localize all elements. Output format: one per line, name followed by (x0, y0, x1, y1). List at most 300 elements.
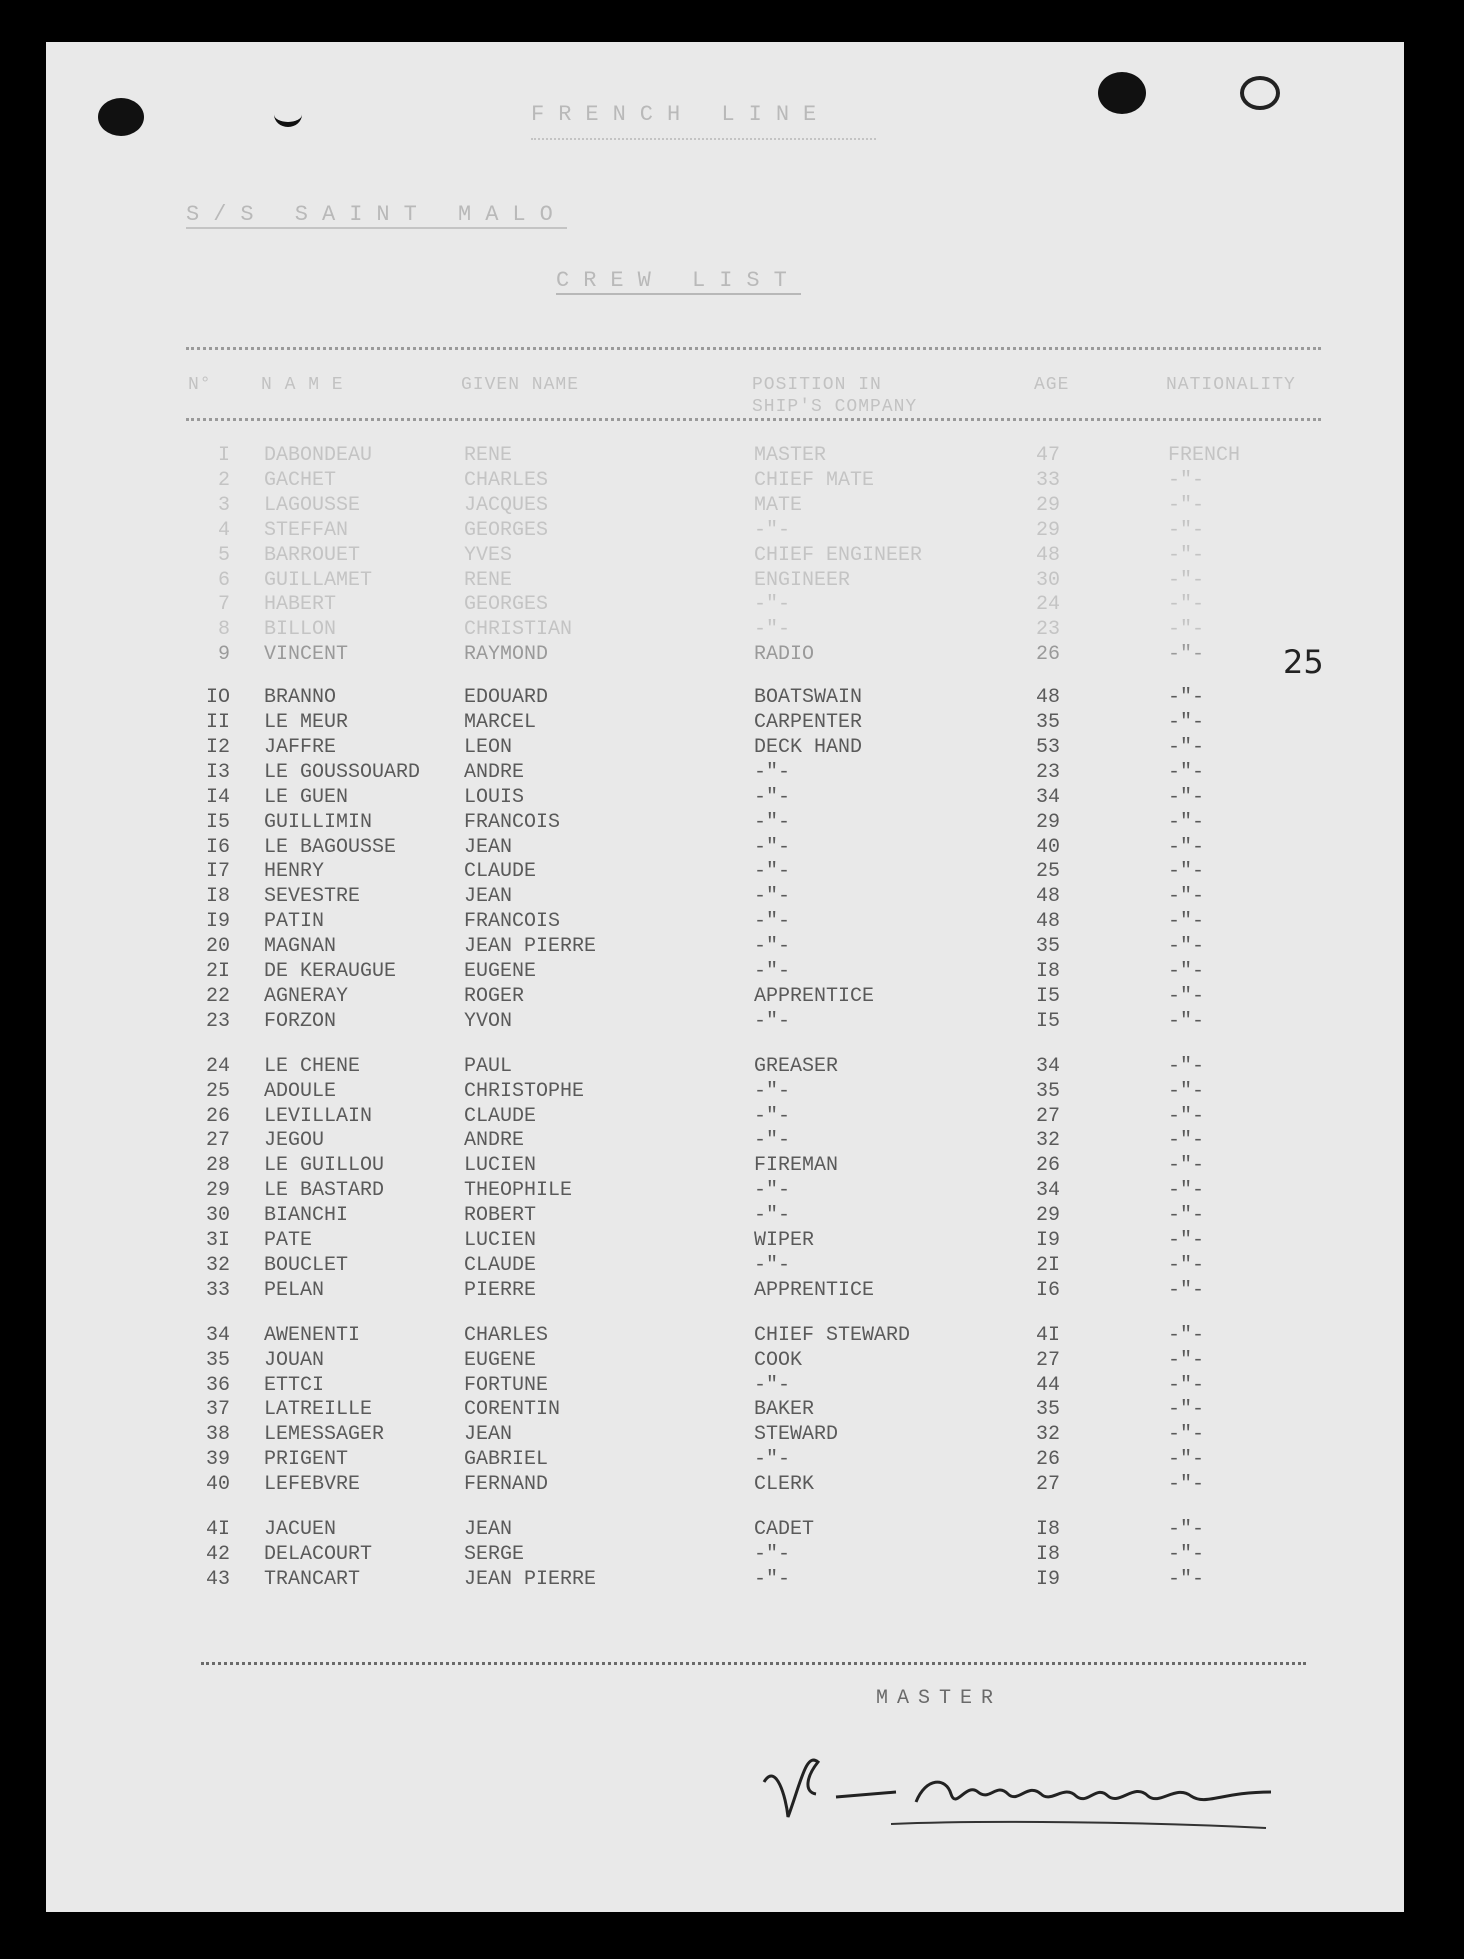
company-name: FRENCH LINE (531, 102, 831, 127)
crew-nationality: -"- (1168, 1129, 1205, 1153)
crew-name: AWENENTI (264, 1323, 361, 1347)
crew-position: ENGINEER (754, 568, 851, 592)
crew-age: 34 (1036, 1054, 1061, 1078)
crew-age: 40 (1036, 835, 1061, 859)
crew-nationality: -"- (1168, 543, 1205, 567)
crew-nationality: -"- (1168, 1229, 1205, 1252)
crew-age: 29 (1036, 1204, 1061, 1228)
crew-row (46, 1542, 1404, 1567)
crew-age: 29 (1036, 493, 1061, 517)
crew-nationality: -"- (1168, 593, 1205, 617)
crew-name: SEVESTRE (264, 885, 361, 909)
crew-position: CHIEF MATE (754, 468, 875, 492)
crew-given-name: GEORGES (464, 518, 549, 542)
crew-given-name: RENE (464, 444, 513, 467)
crew-name: BIANCHI (264, 1204, 349, 1228)
master-label: MASTER (876, 1687, 1003, 1710)
crew-nationality: -"- (1168, 1009, 1205, 1033)
crew-name: DABONDEAU (264, 444, 373, 467)
crew-position: RADIO (754, 643, 815, 667)
crew-position: CADET (754, 1518, 815, 1541)
crew-nationality: -"- (1168, 1323, 1205, 1347)
company-underline (531, 138, 876, 140)
crew-age: I9 (1036, 1229, 1061, 1252)
crew-given-name: GEORGES (464, 593, 549, 617)
crew-no: I6 (205, 835, 230, 859)
crew-nationality: -"- (1168, 935, 1205, 959)
punch-hole-left (98, 98, 144, 136)
crew-given-name: CHRISTOPHE (464, 1079, 585, 1103)
crew-name: BILLON (264, 618, 337, 642)
crew-name: JOUAN (264, 1348, 325, 1372)
crew-age: I5 (1036, 1009, 1061, 1033)
crew-nationality: -"- (1168, 1423, 1205, 1447)
ship-name: S/S SAINT MALO (186, 202, 567, 227)
crew-given-name: CLAUDE (464, 1104, 537, 1128)
crew-age: 26 (1036, 1154, 1061, 1178)
crew-name: LE GUILLOU (264, 1154, 385, 1178)
crew-row (46, 1178, 1404, 1203)
crew-age: 25 (1036, 860, 1061, 884)
crew-given-name: RENE (464, 568, 513, 592)
crew-no: 28 (205, 1154, 230, 1178)
crew-given-name: FORTUNE (464, 1373, 549, 1397)
crew-row (46, 1348, 1404, 1373)
crew-given-name: JEAN (464, 1518, 513, 1541)
crew-position: -"- (754, 1009, 791, 1033)
crew-nationality: -"- (1168, 1079, 1205, 1103)
crew-no: 2I (205, 960, 230, 983)
crew-given-name: JEAN (464, 885, 513, 909)
crew-name: LE GUEN (264, 785, 349, 809)
crew-nationality: -"- (1168, 735, 1205, 759)
crew-name: LE MEUR (264, 711, 349, 734)
crew-no: 25 (205, 1079, 230, 1103)
crew-given-name: ANDRE (464, 760, 525, 784)
crew-no: 6 (217, 568, 230, 592)
crew-row (46, 735, 1404, 760)
crew-name: AGNERAY (264, 984, 349, 1008)
crew-given-name: EUGENE (464, 1348, 537, 1372)
crew-name: GUILLAMET (264, 568, 373, 592)
crew-nationality: -"- (1168, 1253, 1205, 1277)
crew-nationality: -"- (1168, 785, 1205, 809)
crew-row (46, 1447, 1404, 1472)
crew-position: STEWARD (754, 1423, 839, 1447)
crew-no: 29 (205, 1179, 230, 1203)
crew-nationality: FRENCH (1168, 444, 1241, 467)
crew-position: CARPENTER (754, 711, 863, 734)
crew-age: I8 (1036, 1542, 1061, 1566)
crew-age: 24 (1036, 593, 1061, 617)
crew-position: -"- (754, 518, 791, 542)
crew-nationality: -"- (1168, 860, 1205, 884)
crew-given-name: GABRIEL (464, 1448, 549, 1472)
crew-row (46, 1422, 1404, 1447)
crew-row (46, 710, 1404, 735)
list-title: CREW LIST (556, 268, 801, 293)
torn-mark-left (274, 102, 302, 127)
crew-no: I (217, 444, 230, 467)
crew-name: HABERT (264, 593, 337, 617)
crew-position: -"- (754, 835, 791, 859)
crew-age: 35 (1036, 1398, 1061, 1422)
crew-age: 26 (1036, 643, 1061, 667)
crew-position: -"- (754, 885, 791, 909)
crew-name: LEVILLAIN (264, 1104, 373, 1128)
crew-age: I6 (1036, 1278, 1061, 1302)
crew-no: 2 (217, 468, 230, 492)
crew-nationality: -"- (1168, 1278, 1205, 1302)
crew-position: -"- (754, 960, 791, 983)
crew-row (46, 592, 1404, 617)
crew-nationality: -"- (1168, 1179, 1205, 1203)
crew-row (46, 1128, 1404, 1153)
header-top-rule (186, 347, 1321, 350)
crew-row (46, 785, 1404, 810)
col-name: N A M E (261, 375, 344, 395)
crew-list-page (46, 42, 1404, 1912)
crew-no: 40 (205, 1473, 230, 1497)
crew-age: 48 (1036, 885, 1061, 909)
crew-age: 48 (1036, 543, 1061, 567)
col-position-1: POSITION IN (752, 375, 882, 395)
crew-given-name: EUGENE (464, 960, 537, 983)
crew-position: -"- (754, 910, 791, 934)
crew-nationality: -"- (1168, 760, 1205, 784)
crew-position: BOATSWAIN (754, 686, 863, 710)
crew-name: TRANCART (264, 1567, 361, 1591)
crew-row (46, 859, 1404, 884)
crew-age: 32 (1036, 1129, 1061, 1153)
crew-position: -"- (754, 1542, 791, 1566)
crew-position: MATE (754, 493, 803, 517)
crew-name: PELAN (264, 1278, 325, 1302)
crew-age: 27 (1036, 1473, 1061, 1497)
crew-name: LE GOUSSOUARD (264, 760, 421, 784)
crew-nationality: -"- (1168, 568, 1205, 592)
col-nationality: NATIONALITY (1166, 375, 1296, 395)
crew-no: 43 (205, 1567, 230, 1591)
crew-position: -"- (754, 760, 791, 784)
crew-name: BRANNO (264, 686, 337, 710)
crew-given-name: PAUL (464, 1054, 513, 1078)
crew-nationality: -"- (1168, 885, 1205, 909)
crew-given-name: ANDRE (464, 1129, 525, 1153)
crew-row (46, 1153, 1404, 1178)
crew-nationality: -"- (1168, 1448, 1205, 1472)
crew-no: 36 (205, 1373, 230, 1397)
crew-given-name: ROGER (464, 984, 525, 1008)
crew-given-name: FERNAND (464, 1473, 549, 1497)
crew-no: 5 (217, 543, 230, 567)
crew-given-name: FRANCOIS (464, 910, 561, 934)
crew-age: 35 (1036, 1079, 1061, 1103)
crew-row (46, 1517, 1404, 1542)
crew-row (46, 1253, 1404, 1278)
crew-given-name: JEAN (464, 1423, 513, 1447)
crew-position: COOK (754, 1348, 803, 1372)
crew-no: 4I (205, 1518, 230, 1541)
crew-name: LATREILLE (264, 1398, 373, 1422)
crew-nationality: -"- (1168, 960, 1205, 983)
crew-position: -"- (754, 1079, 791, 1103)
crew-position: WIPER (754, 1229, 815, 1252)
crew-given-name: LOUIS (464, 785, 525, 809)
crew-given-name: CHRISTIAN (464, 618, 573, 642)
crew-age: 32 (1036, 1423, 1061, 1447)
crew-nationality: -"- (1168, 1542, 1205, 1566)
crew-age: 48 (1036, 910, 1061, 934)
crew-no: 22 (205, 984, 230, 1008)
crew-nationality: -"- (1168, 1204, 1205, 1228)
crew-age: 35 (1036, 935, 1061, 959)
crew-no: I5 (205, 810, 230, 834)
crew-no: 42 (205, 1542, 230, 1566)
crew-nationality: -"- (1168, 1348, 1205, 1372)
crew-age: 29 (1036, 518, 1061, 542)
crew-position: -"- (754, 935, 791, 959)
crew-given-name: YVES (464, 543, 513, 567)
crew-row (46, 1079, 1404, 1104)
crew-row (46, 835, 1404, 860)
crew-position: FIREMAN (754, 1154, 839, 1178)
crew-name: PATIN (264, 910, 325, 934)
crew-name: PATE (264, 1229, 313, 1252)
crew-no: 4 (217, 518, 230, 542)
crew-age: 23 (1036, 618, 1061, 642)
crew-row (46, 1323, 1404, 1348)
crew-no: I8 (205, 885, 230, 909)
crew-nationality: -"- (1168, 1154, 1205, 1178)
crew-given-name: CORENTIN (464, 1398, 561, 1422)
crew-nationality: -"- (1168, 711, 1205, 734)
crew-name: VINCENT (264, 643, 349, 667)
crew-no: 33 (205, 1278, 230, 1302)
crew-given-name: EDOUARD (464, 686, 549, 710)
crew-nationality: -"- (1168, 1054, 1205, 1078)
crew-no: IO (205, 686, 230, 710)
crew-row (46, 1472, 1404, 1497)
crew-age: I5 (1036, 984, 1061, 1008)
crew-row (46, 1373, 1404, 1398)
crew-no: 32 (205, 1253, 230, 1277)
crew-nationality: -"- (1168, 1473, 1205, 1497)
crew-given-name: THEOPHILE (464, 1179, 573, 1203)
crew-age: 26 (1036, 1448, 1061, 1472)
crew-position: APPRENTICE (754, 1278, 875, 1302)
crew-row (46, 568, 1404, 593)
crew-name: BARROUET (264, 543, 361, 567)
crew-position: -"- (754, 860, 791, 884)
crew-row (46, 468, 1404, 493)
crew-given-name: LEON (464, 735, 513, 759)
crew-no: 34 (205, 1323, 230, 1347)
crew-no: 8 (217, 618, 230, 642)
crew-row (46, 1054, 1404, 1079)
crew-name: LEFEBVRE (264, 1473, 361, 1497)
crew-position: -"- (754, 1204, 791, 1228)
crew-row (46, 884, 1404, 909)
crew-row (46, 934, 1404, 959)
crew-no: 23 (205, 1009, 230, 1033)
crew-nationality: -"- (1168, 618, 1205, 642)
crew-age: 47 (1036, 444, 1061, 467)
crew-position: DECK HAND (754, 735, 863, 759)
crew-position: -"- (754, 1179, 791, 1203)
crew-position: CHIEF STEWARD (754, 1323, 911, 1347)
crew-position: -"- (754, 1373, 791, 1397)
crew-name: LAGOUSSE (264, 493, 361, 517)
crew-age: 2I (1036, 1253, 1061, 1277)
crew-given-name: JEAN PIERRE (464, 935, 597, 959)
crew-age: 44 (1036, 1373, 1061, 1397)
crew-name: LEMESSAGER (264, 1423, 385, 1447)
crew-row (46, 810, 1404, 835)
crew-given-name: PIERRE (464, 1278, 537, 1302)
crew-no: 38 (205, 1423, 230, 1447)
crew-given-name: JACQUES (464, 493, 549, 517)
crew-given-name: LUCIEN (464, 1154, 537, 1178)
crew-row (46, 443, 1404, 468)
crew-age: I8 (1036, 1518, 1061, 1541)
crew-row (46, 543, 1404, 568)
crew-nationality: -"- (1168, 910, 1205, 934)
crew-nationality: -"- (1168, 835, 1205, 859)
crew-nationality: -"- (1168, 1398, 1205, 1422)
crew-name: MAGNAN (264, 935, 337, 959)
crew-position: -"- (754, 785, 791, 809)
torn-mark-right (1240, 76, 1280, 110)
crew-nationality: -"- (1168, 1104, 1205, 1128)
crew-name: LE CHENE (264, 1054, 361, 1078)
crew-row (46, 1567, 1404, 1592)
crew-row (46, 493, 1404, 518)
crew-nationality: -"- (1168, 1373, 1205, 1397)
crew-given-name: MARCEL (464, 711, 537, 734)
crew-age: 4I (1036, 1323, 1061, 1347)
crew-row (46, 1009, 1404, 1034)
crew-row (46, 518, 1404, 543)
crew-age: I8 (1036, 960, 1061, 983)
crew-position: -"- (754, 593, 791, 617)
crew-age: 53 (1036, 735, 1061, 759)
crew-no: I7 (205, 860, 230, 884)
crew-name: BOUCLET (264, 1253, 349, 1277)
crew-name: FORZON (264, 1009, 337, 1033)
crew-position: APPRENTICE (754, 984, 875, 1008)
crew-no: 39 (205, 1448, 230, 1472)
crew-position: BAKER (754, 1398, 815, 1422)
crew-name: ETTCI (264, 1373, 325, 1397)
crew-given-name: LUCIEN (464, 1229, 537, 1252)
crew-row (46, 617, 1404, 642)
crew-no: II (205, 711, 230, 734)
master-signature (746, 1722, 1306, 1842)
crew-nationality: -"- (1168, 984, 1205, 1008)
crew-age: 23 (1036, 760, 1061, 784)
crew-nationality: -"- (1168, 643, 1205, 667)
crew-given-name: YVON (464, 1009, 513, 1033)
crew-no: I3 (205, 760, 230, 784)
crew-no: 30 (205, 1204, 230, 1228)
crew-position: -"- (754, 810, 791, 834)
crew-row (46, 685, 1404, 710)
crew-age: 34 (1036, 1179, 1061, 1203)
crew-no: 9 (217, 643, 230, 667)
crew-name: GACHET (264, 468, 337, 492)
crew-name: STEFFAN (264, 518, 349, 542)
crew-name: JEGOU (264, 1129, 325, 1153)
crew-name: LE BASTARD (264, 1179, 385, 1203)
crew-name: LE BAGOUSSE (264, 835, 397, 859)
crew-given-name: CLAUDE (464, 1253, 537, 1277)
crew-age: 30 (1036, 568, 1061, 592)
crew-row (46, 909, 1404, 934)
crew-row (46, 984, 1404, 1009)
crew-row (46, 642, 1404, 667)
crew-given-name: JEAN PIERRE (464, 1567, 597, 1591)
crew-row (46, 959, 1404, 984)
crew-no: 3 (217, 493, 230, 517)
crew-given-name: FRANCOIS (464, 810, 561, 834)
crew-no: I4 (205, 785, 230, 809)
crew-given-name: CHARLES (464, 468, 549, 492)
crew-no: I9 (205, 910, 230, 934)
col-given-name: GIVEN NAME (461, 375, 580, 395)
page-number: 25 (1283, 643, 1324, 681)
crew-row (46, 760, 1404, 785)
table-bottom-rule (201, 1662, 1306, 1665)
crew-position: MASTER (754, 444, 827, 467)
crew-age: 29 (1036, 810, 1061, 834)
crew-name: DELACOURT (264, 1542, 373, 1566)
crew-name: GUILLIMIN (264, 810, 373, 834)
crew-nationality: -"- (1168, 1518, 1205, 1541)
header-bottom-rule (186, 418, 1321, 421)
crew-given-name: ROBERT (464, 1204, 537, 1228)
crew-position: -"- (754, 1448, 791, 1472)
crew-row (46, 1203, 1404, 1228)
crew-nationality: -"- (1168, 518, 1205, 542)
col-position-2: SHIP'S COMPANY (752, 397, 918, 417)
crew-age: 33 (1036, 468, 1061, 492)
crew-name: PRIGENT (264, 1448, 349, 1472)
crew-position: CHIEF ENGINEER (754, 543, 923, 567)
crew-position: -"- (754, 1567, 791, 1591)
crew-no: 20 (205, 935, 230, 959)
crew-age: 35 (1036, 711, 1061, 734)
crew-position: -"- (754, 1129, 791, 1153)
col-age: AGE (1034, 375, 1070, 395)
crew-position: -"- (754, 1104, 791, 1128)
crew-no: 26 (205, 1104, 230, 1128)
crew-given-name: CLAUDE (464, 860, 537, 884)
crew-name: JACUEN (264, 1518, 337, 1541)
crew-name: DE KERAUGUE (264, 960, 397, 983)
crew-no: 7 (217, 593, 230, 617)
crew-given-name: RAYMOND (464, 643, 549, 667)
crew-no: 35 (205, 1348, 230, 1372)
crew-row (46, 1228, 1404, 1253)
crew-age: 48 (1036, 686, 1061, 710)
crew-position: CLERK (754, 1473, 815, 1497)
punch-hole-right (1098, 72, 1146, 114)
crew-nationality: -"- (1168, 686, 1205, 710)
crew-row (46, 1104, 1404, 1129)
col-no: N° (188, 375, 212, 395)
crew-row (46, 1397, 1404, 1422)
